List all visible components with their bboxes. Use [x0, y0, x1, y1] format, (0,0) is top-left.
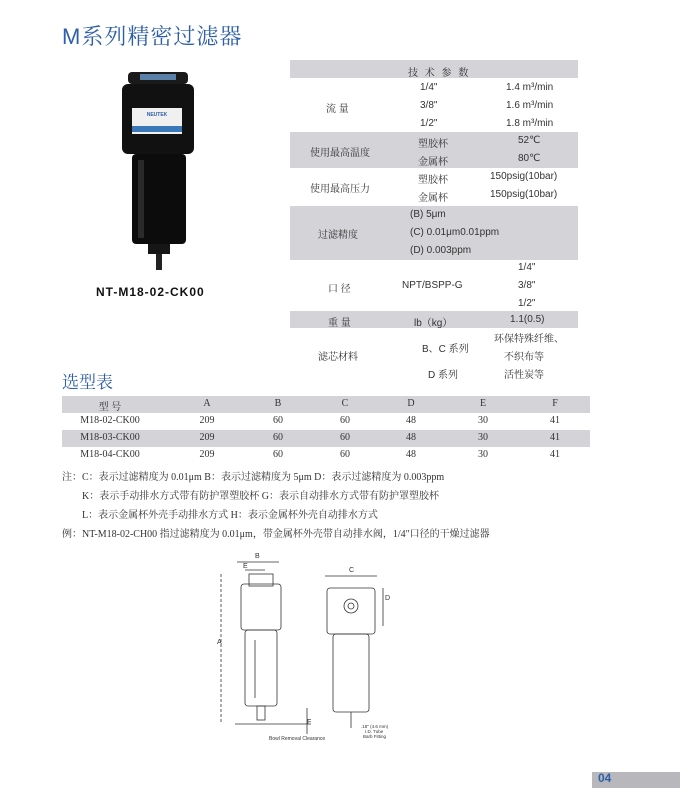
table-row	[62, 413, 590, 430]
column-header: D	[407, 398, 415, 409]
material-series: D 系列	[428, 370, 458, 381]
note-line: 注：C：表示过滤精度为 0.01μm B：表示过滤精度为 5μm D：表示过滤精度为 0.003ppm	[62, 472, 445, 483]
page-title: M系列精密过滤器	[62, 24, 243, 49]
material-value: 活性炭等	[504, 370, 544, 381]
tube-label: .18" (4.6 mm)	[361, 724, 389, 729]
spec-row-temp	[290, 132, 578, 168]
table-cell: 60	[340, 432, 350, 443]
product-model-label: NT-M18-02-CK00	[96, 285, 205, 299]
flow-size: 3/8"	[420, 100, 438, 111]
bowl-removal-label: Bowl Removal Clearance	[269, 736, 326, 742]
spec-port-label: 口 径	[328, 284, 351, 295]
table-row	[62, 447, 590, 464]
tube-label: I.D. Tube	[365, 729, 384, 734]
page-number: 04	[598, 771, 612, 785]
table-cell: 48	[406, 432, 416, 443]
product-brand-label: NEUTEK	[146, 112, 168, 118]
dim-label: E	[243, 563, 248, 570]
spec-pressure-label: 使用最高压力	[310, 184, 370, 195]
note-line: L：表示金属杯外壳手动排水方式 H：表示金属杯外壳自动排水方式	[82, 510, 378, 521]
flow-value: 1.4 m³/min	[506, 82, 554, 93]
spec-temp-label: 使用最高温度	[310, 148, 370, 159]
material-value: 环保特殊纤维、	[494, 334, 564, 345]
spec-port-type: NPT/BSPP-G	[402, 280, 463, 291]
dim-label: F	[307, 719, 312, 726]
spec-row-flow	[290, 78, 578, 132]
table-cell: 30	[478, 415, 488, 426]
precision-value: (C) 0.01μm0.01ppm	[410, 227, 500, 238]
pressure-value: 150psig(10bar)	[490, 189, 558, 200]
table-cell: 41	[550, 449, 560, 460]
table-cell: 30	[478, 449, 488, 460]
precision-value: (B) 5μm	[410, 209, 446, 220]
spec-header: 技 术 参 数	[408, 68, 471, 79]
column-header: F	[552, 398, 558, 409]
table-cell: 41	[550, 415, 560, 426]
column-header: C	[341, 398, 349, 409]
spec-flow-label: 流 量	[326, 104, 349, 115]
dim-label: B	[255, 553, 260, 560]
dimension-drawing	[215, 548, 415, 748]
spec-row-pressure	[290, 168, 578, 204]
selection-header-row	[62, 396, 590, 413]
spec-row-material	[290, 328, 578, 382]
filter-product-image	[118, 72, 198, 272]
table-cell: 60	[273, 449, 283, 460]
table-cell: 60	[340, 415, 350, 426]
pressure-cup: 塑胶杯	[418, 175, 448, 186]
table-cell: 60	[340, 449, 350, 460]
temp-value: 80℃	[518, 153, 541, 164]
dim-label: A	[217, 639, 222, 646]
table-cell: 60	[273, 415, 283, 426]
pressure-value: 150psig(10bar)	[490, 171, 558, 182]
table-cell: M18-03-CK00	[80, 432, 140, 443]
flow-size: 1/2"	[420, 118, 438, 129]
note-line: K：表示手动排水方式带有防护罩塑胶杯 G：表示自动排水方式带有防护罩塑胶杯	[82, 491, 439, 502]
temp-cup: 塑胶杯	[418, 139, 448, 150]
table-row	[62, 430, 590, 447]
dim-label: C	[349, 567, 355, 574]
table-cell: M18-04-CK00	[80, 449, 140, 460]
pressure-cup: 金属杯	[418, 193, 448, 204]
spec-row-weight	[290, 311, 578, 328]
table-cell: 30	[478, 432, 488, 443]
material-series: B、C 系列	[422, 344, 469, 355]
table-cell: 48	[406, 415, 416, 426]
column-header: B	[274, 398, 282, 409]
table-cell: 48	[406, 449, 416, 460]
flow-value: 1.6 m³/min	[506, 100, 554, 111]
precision-value: (D) 0.003ppm	[410, 245, 472, 256]
spec-weight-unit: lb（kg）	[414, 318, 453, 329]
table-cell: 41	[550, 432, 560, 443]
flow-size: 1/4"	[420, 82, 438, 93]
port-size: 1/2"	[518, 298, 536, 309]
table-cell: M18-02-CK00	[80, 415, 140, 426]
table-cell: 209	[199, 432, 215, 443]
spec-weight-value: 1.1(0.5)	[510, 314, 545, 325]
column-header: 型 号	[98, 402, 122, 413]
dim-label: D	[385, 595, 391, 602]
note-line: 例：NT-M18-02-CH00 指过滤精度为 0.01μm，带金属杯外壳带自动排水阀，1/4"口径的干燥过滤器	[62, 529, 490, 540]
material-value: 不织布等	[504, 352, 544, 363]
spec-material-label: 滤芯材料	[318, 352, 358, 363]
selection-title: 选型表	[62, 373, 113, 392]
table-cell: 60	[273, 432, 283, 443]
table-cell: 209	[199, 449, 215, 460]
spec-precision-label: 过滤精度	[318, 230, 358, 241]
column-header: E	[479, 398, 487, 409]
table-cell: 209	[199, 415, 215, 426]
spec-row-precision	[290, 206, 578, 260]
port-size: 3/8"	[518, 280, 536, 291]
temp-value: 52℃	[518, 135, 541, 146]
flow-value: 1.8 m³/min	[506, 118, 554, 129]
column-header: A	[203, 398, 211, 409]
spec-header-row	[290, 60, 578, 78]
spec-weight-label: 重 量	[328, 318, 351, 329]
port-size: 1/4"	[518, 262, 536, 273]
spec-row-port	[290, 260, 578, 310]
tube-label: Barb Fitting	[363, 734, 387, 739]
temp-cup: 金属杯	[418, 157, 448, 168]
